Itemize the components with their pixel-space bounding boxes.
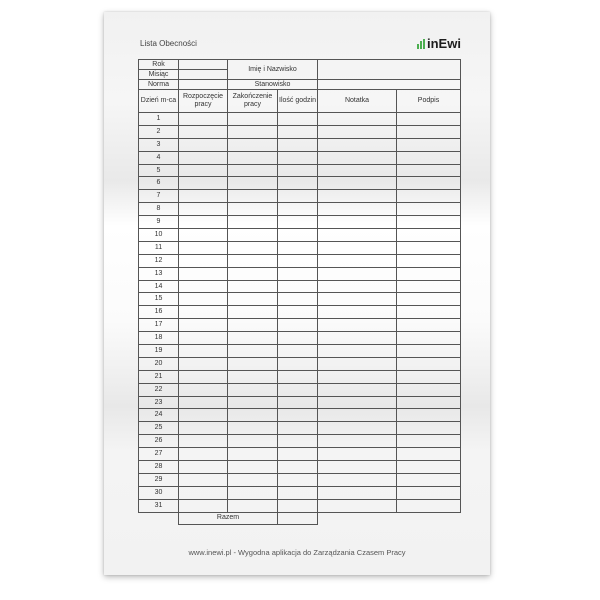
start-cell[interactable]: [179, 435, 228, 448]
end-cell[interactable]: [228, 319, 278, 332]
day-number: 14: [139, 280, 179, 293]
start-cell[interactable]: [179, 229, 228, 242]
start-cell[interactable]: [179, 422, 228, 435]
day-row: [139, 125, 461, 138]
hours-cell[interactable]: [278, 125, 318, 138]
signature-cell[interactable]: [397, 190, 461, 203]
footer-text: www.inewi.pl - Wygodna aplikacja do Zarządzania Czasem Pracy: [188, 548, 406, 557]
start-cell[interactable]: [179, 125, 228, 138]
signature-cell[interactable]: [397, 422, 461, 435]
hours-cell[interactable]: [278, 138, 318, 151]
day-number: 10: [139, 229, 179, 242]
col-day: Dzień m-ca: [139, 90, 179, 113]
day-number: 25: [139, 422, 179, 435]
hours-cell[interactable]: [278, 383, 318, 396]
day-row: [139, 293, 461, 306]
signature-cell[interactable]: [397, 125, 461, 138]
note-cell[interactable]: [318, 345, 397, 358]
year-value[interactable]: [179, 60, 228, 70]
day-row: [139, 499, 461, 512]
day-row: [139, 448, 461, 461]
hours-cell[interactable]: [278, 267, 318, 280]
hours-cell[interactable]: [278, 435, 318, 448]
start-cell[interactable]: [179, 357, 228, 370]
norm-label: Norma: [139, 80, 179, 90]
hours-cell[interactable]: [278, 396, 318, 409]
total-label: Razem: [179, 512, 278, 524]
note-cell[interactable]: [318, 473, 397, 486]
name-label: Imię i Nazwisko: [228, 60, 318, 80]
hours-cell[interactable]: [278, 241, 318, 254]
day-row: [139, 254, 461, 267]
name-value[interactable]: [318, 60, 461, 80]
hours-cell[interactable]: [278, 254, 318, 267]
signature-cell[interactable]: [397, 499, 461, 512]
note-cell[interactable]: [318, 306, 397, 319]
start-cell[interactable]: [179, 306, 228, 319]
day-number: 3: [139, 138, 179, 151]
hours-cell[interactable]: [278, 319, 318, 332]
month-label: Misiąc: [139, 70, 179, 80]
signature-cell[interactable]: [397, 448, 461, 461]
day-row: [139, 383, 461, 396]
note-cell[interactable]: [318, 435, 397, 448]
end-cell[interactable]: [228, 177, 278, 190]
end-cell[interactable]: [228, 164, 278, 177]
end-cell[interactable]: [228, 190, 278, 203]
start-cell[interactable]: [179, 461, 228, 474]
hours-cell[interactable]: [278, 293, 318, 306]
day-row: [139, 203, 461, 216]
hours-cell[interactable]: [278, 409, 318, 422]
day-number: 21: [139, 370, 179, 383]
hours-cell[interactable]: [278, 357, 318, 370]
day-number: 6: [139, 177, 179, 190]
norm-row: [139, 80, 461, 90]
signature-cell[interactable]: [397, 473, 461, 486]
day-row: [139, 473, 461, 486]
signature-cell[interactable]: [397, 177, 461, 190]
end-cell[interactable]: [228, 151, 278, 164]
note-cell[interactable]: [318, 177, 397, 190]
note-cell[interactable]: [318, 229, 397, 242]
day-row: [139, 409, 461, 422]
end-cell[interactable]: [228, 486, 278, 499]
note-cell[interactable]: [318, 113, 397, 126]
hours-cell[interactable]: [278, 164, 318, 177]
day-row: [139, 241, 461, 254]
note-cell[interactable]: [318, 499, 397, 512]
signature-cell[interactable]: [397, 267, 461, 280]
day-number: 29: [139, 473, 179, 486]
hours-cell[interactable]: [278, 473, 318, 486]
note-cell[interactable]: [318, 138, 397, 151]
day-row: [139, 306, 461, 319]
note-cell[interactable]: [318, 409, 397, 422]
end-cell[interactable]: [228, 113, 278, 126]
col-end: Zakończenie pracy: [228, 90, 278, 113]
day-row: [139, 370, 461, 383]
end-cell[interactable]: [228, 448, 278, 461]
day-number: 7: [139, 190, 179, 203]
end-cell[interactable]: [228, 422, 278, 435]
start-cell[interactable]: [179, 383, 228, 396]
day-row: [139, 138, 461, 151]
hours-cell[interactable]: [278, 332, 318, 345]
day-number: 20: [139, 357, 179, 370]
day-row: [139, 216, 461, 229]
hours-cell[interactable]: [278, 151, 318, 164]
note-cell[interactable]: [318, 125, 397, 138]
end-cell[interactable]: [228, 357, 278, 370]
signature-cell[interactable]: [397, 293, 461, 306]
signature-cell[interactable]: [397, 319, 461, 332]
start-cell[interactable]: [179, 448, 228, 461]
signature-cell[interactable]: [397, 241, 461, 254]
day-number: 2: [139, 125, 179, 138]
start-cell[interactable]: [179, 216, 228, 229]
day-row: [139, 486, 461, 499]
note-cell[interactable]: [318, 203, 397, 216]
day-number: 15: [139, 293, 179, 306]
note-cell[interactable]: [318, 396, 397, 409]
day-row: [139, 461, 461, 474]
start-cell[interactable]: [179, 280, 228, 293]
end-cell[interactable]: [228, 409, 278, 422]
day-number: 11: [139, 241, 179, 254]
day-number: 26: [139, 435, 179, 448]
start-cell[interactable]: [179, 370, 228, 383]
green-bars-icon: [417, 39, 425, 49]
signature-cell[interactable]: [397, 396, 461, 409]
signature-cell[interactable]: [397, 151, 461, 164]
day-row: [139, 190, 461, 203]
day-number: 23: [139, 396, 179, 409]
attendance-table: [138, 59, 461, 525]
note-cell[interactable]: [318, 293, 397, 306]
day-row: [139, 229, 461, 242]
day-number: 8: [139, 203, 179, 216]
end-cell[interactable]: [228, 499, 278, 512]
end-cell[interactable]: [228, 396, 278, 409]
signature-cell[interactable]: [397, 486, 461, 499]
note-cell[interactable]: [318, 461, 397, 474]
start-cell[interactable]: [179, 113, 228, 126]
start-cell[interactable]: [179, 151, 228, 164]
end-cell[interactable]: [228, 345, 278, 358]
hours-cell[interactable]: [278, 113, 318, 126]
end-cell[interactable]: [228, 267, 278, 280]
day-number: 16: [139, 306, 179, 319]
end-cell[interactable]: [228, 138, 278, 151]
start-cell[interactable]: [179, 267, 228, 280]
end-cell[interactable]: [228, 293, 278, 306]
signature-cell[interactable]: [397, 306, 461, 319]
col-start: Rozpoczęcie pracy: [179, 90, 228, 113]
hours-cell[interactable]: [278, 203, 318, 216]
start-cell[interactable]: [179, 319, 228, 332]
note-cell[interactable]: [318, 241, 397, 254]
signature-cell[interactable]: [397, 357, 461, 370]
day-number: 27: [139, 448, 179, 461]
signature-cell[interactable]: [397, 383, 461, 396]
day-number: 9: [139, 216, 179, 229]
note-cell[interactable]: [318, 448, 397, 461]
day-row: [139, 164, 461, 177]
norm-value[interactable]: [179, 80, 228, 90]
day-number: 5: [139, 164, 179, 177]
end-cell[interactable]: [228, 473, 278, 486]
brand-logo: [417, 36, 461, 51]
total-row: [139, 512, 461, 524]
signature-cell[interactable]: [397, 280, 461, 293]
day-row: [139, 113, 461, 126]
note-cell[interactable]: [318, 486, 397, 499]
note-cell[interactable]: [318, 190, 397, 203]
position-value[interactable]: [318, 80, 461, 90]
column-header-row: [139, 90, 461, 113]
document-title: Lista Obecności: [140, 39, 197, 48]
end-cell[interactable]: [228, 461, 278, 474]
hours-cell[interactable]: [278, 345, 318, 358]
note-cell[interactable]: [318, 151, 397, 164]
day-number: 28: [139, 461, 179, 474]
day-number: 13: [139, 267, 179, 280]
end-cell[interactable]: [228, 216, 278, 229]
signature-cell[interactable]: [397, 229, 461, 242]
day-row: [139, 177, 461, 190]
start-cell[interactable]: [179, 409, 228, 422]
end-cell[interactable]: [228, 254, 278, 267]
hours-cell[interactable]: [278, 306, 318, 319]
signature-cell[interactable]: [397, 138, 461, 151]
day-row: [139, 319, 461, 332]
day-row: [139, 332, 461, 345]
hours-cell[interactable]: [278, 461, 318, 474]
day-number: 17: [139, 319, 179, 332]
hours-cell[interactable]: [278, 448, 318, 461]
signature-cell[interactable]: [397, 164, 461, 177]
day-row: [139, 345, 461, 358]
start-cell[interactable]: [179, 203, 228, 216]
note-cell[interactable]: [318, 422, 397, 435]
end-cell[interactable]: [228, 280, 278, 293]
start-cell[interactable]: [179, 138, 228, 151]
day-number: 4: [139, 151, 179, 164]
end-cell[interactable]: [228, 125, 278, 138]
note-cell[interactable]: [318, 267, 397, 280]
col-note: Notatka: [318, 90, 397, 113]
start-cell[interactable]: [179, 164, 228, 177]
day-number: 19: [139, 345, 179, 358]
day-number: 30: [139, 486, 179, 499]
note-cell[interactable]: [318, 332, 397, 345]
hours-cell[interactable]: [278, 190, 318, 203]
signature-cell[interactable]: [397, 254, 461, 267]
signature-cell[interactable]: [397, 461, 461, 474]
day-number: 18: [139, 332, 179, 345]
hours-cell[interactable]: [278, 486, 318, 499]
month-value[interactable]: [179, 70, 228, 80]
note-cell[interactable]: [318, 357, 397, 370]
signature-cell[interactable]: [397, 435, 461, 448]
start-cell[interactable]: [179, 486, 228, 499]
signature-cell[interactable]: [397, 113, 461, 126]
start-cell[interactable]: [179, 332, 228, 345]
signature-cell[interactable]: [397, 216, 461, 229]
note-cell[interactable]: [318, 164, 397, 177]
day-row: [139, 267, 461, 280]
note-cell[interactable]: [318, 254, 397, 267]
end-cell[interactable]: [228, 203, 278, 216]
day-row: [139, 396, 461, 409]
signature-cell[interactable]: [397, 370, 461, 383]
signature-cell[interactable]: [397, 332, 461, 345]
note-cell[interactable]: [318, 370, 397, 383]
start-cell[interactable]: [179, 396, 228, 409]
day-number: 12: [139, 254, 179, 267]
signature-cell[interactable]: [397, 345, 461, 358]
total-hours-cell[interactable]: [278, 512, 318, 524]
note-cell[interactable]: [318, 216, 397, 229]
start-cell[interactable]: [179, 241, 228, 254]
start-cell[interactable]: [179, 473, 228, 486]
end-cell[interactable]: [228, 332, 278, 345]
day-row: [139, 422, 461, 435]
day-number: 22: [139, 383, 179, 396]
day-row: [139, 280, 461, 293]
position-label: Stanowisko: [228, 80, 318, 90]
start-cell[interactable]: [179, 190, 228, 203]
logo-text: inEwi: [427, 36, 461, 51]
hours-cell[interactable]: [278, 370, 318, 383]
day-number: 1: [139, 113, 179, 126]
hours-cell[interactable]: [278, 499, 318, 512]
hours-cell[interactable]: [278, 229, 318, 242]
total-spacer: [139, 512, 179, 524]
signature-cell[interactable]: [397, 203, 461, 216]
hours-cell[interactable]: [278, 422, 318, 435]
start-cell[interactable]: [179, 345, 228, 358]
end-cell[interactable]: [228, 435, 278, 448]
note-cell[interactable]: [318, 383, 397, 396]
end-cell[interactable]: [228, 241, 278, 254]
start-cell[interactable]: [179, 499, 228, 512]
day-row: [139, 435, 461, 448]
note-cell[interactable]: [318, 319, 397, 332]
year-label: Rok: [139, 60, 179, 70]
hours-cell[interactable]: [278, 280, 318, 293]
hours-cell[interactable]: [278, 177, 318, 190]
end-cell[interactable]: [228, 370, 278, 383]
attendance-sheet: [104, 12, 490, 575]
end-cell[interactable]: [228, 229, 278, 242]
col-hours: Ilość godzin: [278, 90, 318, 113]
start-cell[interactable]: [179, 293, 228, 306]
day-row: [139, 151, 461, 164]
start-cell[interactable]: [179, 254, 228, 267]
end-cell[interactable]: [228, 383, 278, 396]
day-number: 31: [139, 499, 179, 512]
note-cell[interactable]: [318, 280, 397, 293]
signature-cell[interactable]: [397, 409, 461, 422]
start-cell[interactable]: [179, 177, 228, 190]
col-signature: Podpis: [397, 90, 461, 113]
hours-cell[interactable]: [278, 216, 318, 229]
year-row: [139, 60, 461, 70]
day-number: 24: [139, 409, 179, 422]
day-row: [139, 357, 461, 370]
end-cell[interactable]: [228, 306, 278, 319]
